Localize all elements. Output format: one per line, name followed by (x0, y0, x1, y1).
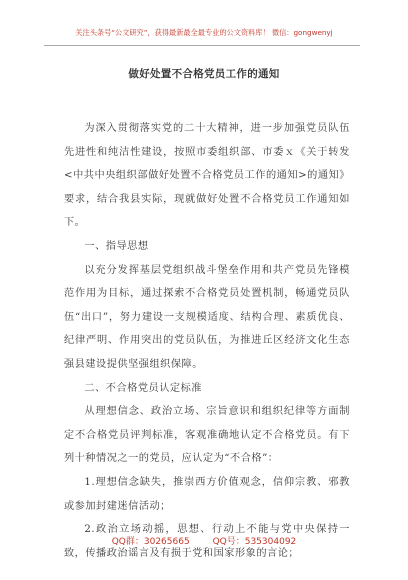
guiding-ideology-paragraph: 以充分发挥基层党组织战斗堡垒作用和共产党员先锋模范作用为目标，通过探索不合格党员处置机制，畅通党员队伍“出口”，努力建设一支规模适度、结构合理、素质优良、纪律严明、作用突出的党员队伍，为推进丘区经济文化生态强县建设提供坚强组织保障。 (64, 264, 350, 370)
section-heading-criteria: 二、不合格党员认定标准 (84, 382, 202, 394)
criteria-item-1: 1.理想信念缺失，推崇西方价值观念，信仰宗教、邪教或参加封建迷信活动； (64, 476, 350, 512)
header-divider (44, 45, 360, 46)
document-title: 做好处置不合格党员工作的通知 (128, 68, 280, 80)
footer-contact-text: QQ群：30265665 QQ号：535304092 (111, 537, 297, 547)
document-body (64, 117, 350, 565)
intro-paragraph: 为深入贯彻落实党的二十大精神，进一步加强党员队伍先进性和纯洁性建设，按照市委组织部、市委ｘ《关于转发<中共中央组织部做好处置不合格党员工作的通知>的通知》要求，结合我县实际，现就做好处置不合格党员工作通知如下。 (64, 123, 350, 229)
criteria-paragraph: 从理想信念、政治立场、宗旨意识和组织纪律等方面制定不合格党员评判标准，客观准确地认定不合格党员。有下列十种情况之一的党员，应认定为“不合格”： (64, 406, 350, 465)
section-heading-guiding-ideology: 一、指导思想 (84, 240, 149, 252)
criteria-item-2: 2.政治立场动摇，思想、行动上不能与党中央保持一致，传播政治谣言及有损于党和国家形象的言论； (64, 524, 350, 559)
header-promo-text: 关注头条号“公文研究”，获得最新最全最专业的公文资料库！ 微信：gongwenyj (75, 28, 333, 37)
